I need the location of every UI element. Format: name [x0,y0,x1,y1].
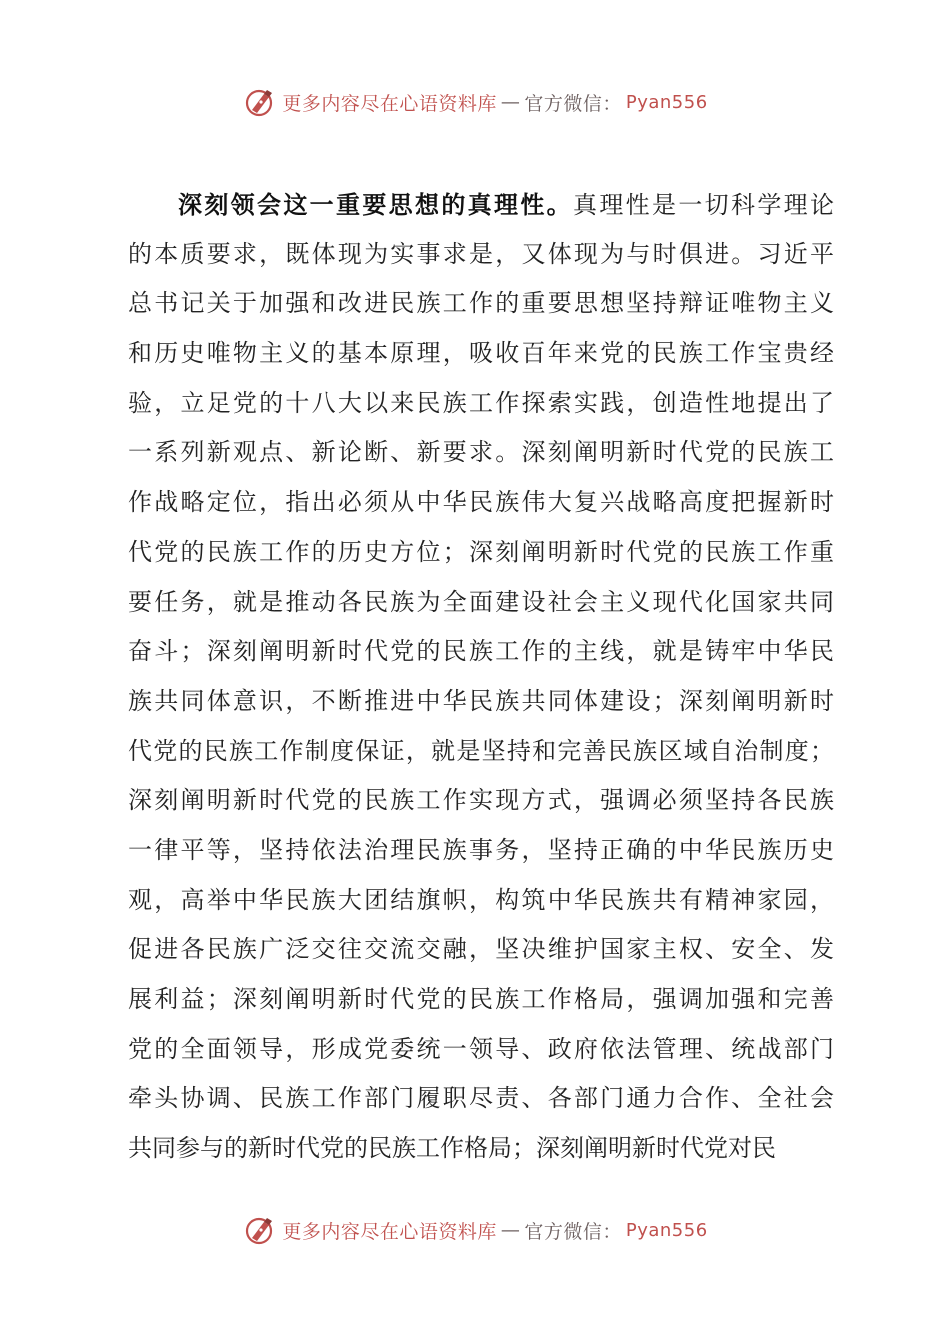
watermark-wechat-label: 官方微信： [524,92,622,115]
watermark-dash: — [500,1219,521,1241]
text-line: 和历史唯物主义的基本原理，吸收百年来党的民族工作宝贵经 [128,339,834,368]
text-line: 展利益；深刻阐明新时代党的民族工作格局，强调加强和完善 [128,985,834,1013]
text-line: 代党的民族工作制度保证，就是坚持和完善民族区域自治制度； [128,736,834,765]
watermark-dash: — [500,91,521,113]
text-line-content: 真理性是一切科学理论 [573,191,834,219]
text-line: 党的全面领导，形成党委统一领导、政府依法管理、统战部门 [128,1034,834,1063]
text-line: 观，高举中华民族大团结旗帜，构筑中华民族共有精神家园， [128,885,834,914]
text-line: 要任务，就是推动各民族为全面建设社会主义现代化国家共同 [128,587,834,616]
watermark-site-name: 更多内容尽在心语资料库 [282,1220,497,1243]
text-line: 总书记关于加强和改进民族工作的重要思想坚持辩证唯物主义 [128,289,834,318]
article-body [128,180,834,1174]
watermark-wechat-label: 官方微信： [524,1220,622,1243]
watermark-wechat-id: Pyan556 [625,1219,708,1241]
text-line: 奋斗；深刻阐明新时代党的民族工作的主线，就是铸牢中华民 [128,637,834,666]
lead-sentence: 深刻领会这一重要思想的真理性。 [178,190,573,219]
text-line: 的本质要求，既体现为实事求是，又体现为与时俱进。习近平 [128,239,834,268]
pen-nib-icon [242,84,278,120]
text-line: 牵头协调、民族工作部门履职尽责、各部门通力合作、全社会 [128,1084,834,1113]
text-line [128,180,834,230]
text-line: 促进各民族广泛交往交流交融，坚决维护国家主权、安全、发 [128,935,834,964]
text-line: 深刻阐明新时代党的民族工作实现方式，强调必须坚持各民族 [128,786,834,815]
watermark-content [242,84,707,120]
text-line: 代党的民族工作的历史方位；深刻阐明新时代党的民族工作重 [128,537,834,566]
watermark-wechat-id: Pyan556 [625,91,708,113]
text-line: 一系列新观点、新论断、新要求。深刻阐明新时代党的民族工 [128,438,834,467]
text-line: 验，立足党的十八大以来民族工作探索实践，创造性地提出了 [128,388,834,417]
footer-watermark [0,1208,950,1252]
watermark-content [242,1212,707,1248]
pen-nib-icon [242,1212,278,1248]
header-watermark [0,80,950,124]
text-line: 作战略定位，指出必须从中华民族伟大复兴战略高度把握新时 [128,488,834,517]
text-line: 一律平等，坚持依法治理民族事务，坚持正确的中华民族历史 [128,835,834,864]
text-line: 族共同体意识，不断推进中华民族共同体建设；深刻阐明新时 [128,686,834,715]
watermark-site-name: 更多内容尽在心语资料库 [282,92,497,115]
text-line: 共同参与的新时代党的民族工作格局；深刻阐明新时代党对民 [128,1134,776,1163]
